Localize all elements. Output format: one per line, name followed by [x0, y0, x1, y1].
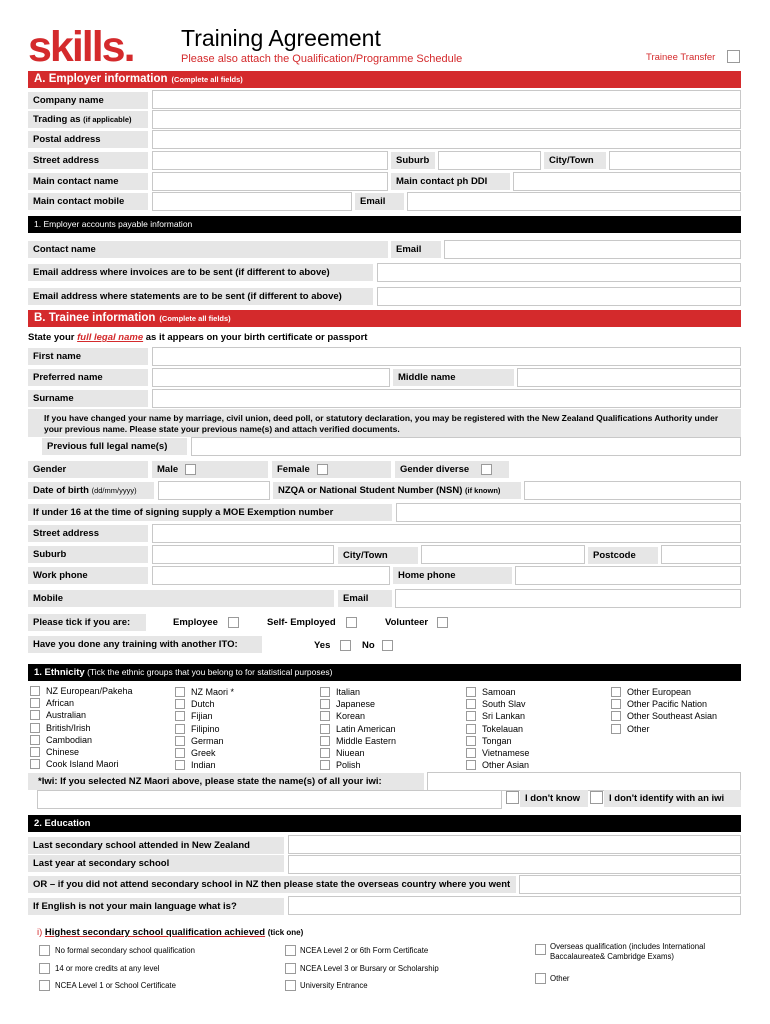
- main-contact-label: Main contact name: [28, 173, 148, 190]
- trainee-suburb-label: Suburb: [28, 546, 148, 563]
- ethnicity-col-1: [30, 685, 133, 770]
- gender-diverse-checkbox[interactable]: [481, 464, 492, 475]
- ethnicity-checkbox[interactable]: [175, 748, 185, 758]
- ethnicity-option-label: Greek: [191, 747, 216, 758]
- surname-field[interactable]: [152, 389, 741, 408]
- qual-no-formal-label: No formal secondary school qualification: [55, 946, 195, 955]
- legal-name-instruction: [28, 332, 367, 343]
- nsn-label: [273, 482, 521, 499]
- home-phone-field[interactable]: [515, 566, 741, 585]
- iwi-dont-know-label: I don't know: [520, 790, 588, 807]
- tick-one-note: (tick one): [267, 928, 304, 937]
- highest-title: Highest secondary school qualification achieved: [44, 927, 266, 938]
- ethnicity-option-label: Other European: [627, 687, 692, 697]
- postcode-label: Postcode: [588, 547, 658, 564]
- ethnicity-option-label: Samoan: [482, 687, 516, 697]
- ethnicity-option-label: British/Irish: [46, 722, 91, 733]
- employee-checkbox[interactable]: [228, 617, 239, 628]
- ethnicity-option[interactable]: [175, 759, 234, 771]
- iwi-label: *Iwi: If you selected NZ Maori above, please state the name(s) of all your iwi:: [38, 776, 382, 787]
- ethnicity-option-label: Tongan: [482, 735, 512, 746]
- moe-field[interactable]: [396, 503, 741, 522]
- legal-name-link: full legal name: [77, 332, 144, 343]
- ethnicity-option-label: Dutch: [191, 699, 215, 710]
- street-address-label: Street address: [28, 152, 148, 169]
- gender-label: Gender: [28, 461, 148, 478]
- yes-checkbox[interactable]: [340, 640, 351, 651]
- legal-name-post: as it appears on your birth certificate or passport: [143, 332, 368, 343]
- highest-prefix: i): [37, 927, 45, 938]
- work-phone-label: Work phone: [28, 567, 148, 584]
- ethnicity-option[interactable]: [175, 735, 234, 747]
- ethnicity-option-label: Latin American: [336, 723, 396, 734]
- section-b-note: (Complete all fields): [159, 314, 231, 323]
- ethnicity-option[interactable]: [320, 747, 396, 759]
- ethnicity-col-2: [175, 686, 234, 771]
- ethnicity-checkbox[interactable]: [30, 686, 40, 696]
- ethnicity-checkbox[interactable]: [466, 699, 476, 709]
- work-phone-field[interactable]: [152, 566, 390, 585]
- ethnicity-option[interactable]: [320, 710, 396, 722]
- nsn-note: (if known): [465, 486, 501, 495]
- trainee-transfer-label: Trainee Transfer: [646, 52, 716, 63]
- page-title: Training Agreement: [181, 25, 381, 51]
- main-contact-field[interactable]: [152, 172, 388, 191]
- ethnicity-checkbox[interactable]: [320, 711, 330, 721]
- ethnicity-checkbox[interactable]: [175, 760, 185, 770]
- ethnicity-option[interactable]: [30, 758, 133, 770]
- ethnicity-option-label: NZ European/Pakeha: [46, 686, 133, 696]
- skills-logo: skills.: [28, 23, 134, 71]
- suburb-label: Suburb: [391, 152, 435, 169]
- ethnicity-option[interactable]: [175, 747, 234, 759]
- postal-address-label: Postal address: [28, 131, 148, 148]
- home-phone-label: Home phone: [393, 567, 512, 584]
- ethnicity-option-label: Cook Island Maori: [46, 759, 119, 770]
- suburb-field[interactable]: [438, 151, 541, 170]
- ethnicity-option[interactable]: [30, 746, 133, 758]
- main-contact-phone-field[interactable]: [513, 172, 741, 191]
- postal-address-field[interactable]: [152, 130, 741, 149]
- qual-ncea3-label: NCEA Level 3 or Bursary or Scholarship: [300, 964, 439, 973]
- trading-as-field[interactable]: [152, 110, 741, 129]
- education-header: [28, 815, 741, 832]
- ethnicity-option-label: Japanese: [336, 699, 376, 710]
- ethnicity-option-label: Chinese: [46, 746, 80, 757]
- ethnicity-checkbox[interactable]: [466, 687, 476, 697]
- ethnicity-option-label: Italian: [336, 687, 361, 697]
- ethnicity-checkbox[interactable]: [466, 760, 476, 770]
- qual-ncea1-label: NCEA Level 1 or School Certificate: [55, 981, 176, 990]
- trainee-transfer-checkbox[interactable]: [727, 50, 740, 63]
- qual-ncea3-checkbox[interactable]: [285, 963, 296, 974]
- ethnicity-checkbox[interactable]: [30, 710, 40, 720]
- ethnicity-option-label: Fijian: [191, 711, 213, 722]
- main-language-label: If English is not your main language what is?: [28, 898, 284, 915]
- qual-ncea1-checkbox[interactable]: [39, 980, 50, 991]
- qual-14-credits-checkbox[interactable]: [39, 963, 50, 974]
- qual-no-formal-checkbox[interactable]: [39, 945, 50, 956]
- qual-other-label: Other: [550, 974, 570, 983]
- diverse-label: Gender diverse: [400, 464, 470, 475]
- trainee-city-field[interactable]: [421, 545, 585, 564]
- ethnicity-option[interactable]: [320, 686, 396, 698]
- ethnicity-option-label: Vietnamese: [482, 747, 530, 758]
- ethnicity-col-5: [611, 686, 717, 735]
- ethnicity-checkbox[interactable]: [30, 759, 40, 769]
- ethnicity-option-label: NZ Maori *: [191, 687, 235, 697]
- accounts-header: 1. Employer accounts payable information: [28, 216, 741, 233]
- ethnicity-option-label: South Slav: [482, 699, 526, 710]
- male-label: Male: [157, 464, 179, 475]
- surname-label: Surname: [28, 390, 148, 407]
- dob-field[interactable]: [158, 481, 270, 500]
- other-ito-label: Have you done any training with another ITO:: [28, 636, 262, 653]
- ethnicity-option-label: Australian: [46, 710, 87, 721]
- mobile-label: Mobile: [28, 590, 334, 607]
- no-label: No: [362, 640, 375, 651]
- trading-as-text: Trading as: [33, 114, 81, 125]
- dob-label: [28, 482, 154, 499]
- ethnicity-option[interactable]: [466, 686, 529, 698]
- ethnicity-header: [28, 664, 741, 681]
- ethnicity-checkbox[interactable]: [466, 711, 476, 721]
- street-address-field[interactable]: [152, 151, 388, 170]
- ethnicity-option[interactable]: [466, 710, 529, 722]
- email-field[interactable]: [407, 192, 741, 211]
- accounts-contact-label: Contact name: [28, 241, 388, 258]
- ethnicity-checkbox[interactable]: [30, 723, 40, 733]
- ethnicity-checkbox[interactable]: [320, 760, 330, 770]
- name-change-note: If you have changed your name by marriage, civil union, deed poll, or statutory declaration, you may be registered with the New Zealand Qualifications Authority under your previous name. Please state your previous name(s) and attach verified documents.: [28, 409, 741, 437]
- ethnicity-option[interactable]: [175, 686, 234, 698]
- main-language-field[interactable]: [288, 896, 741, 915]
- company-name-field[interactable]: [152, 90, 741, 109]
- ethnicity-option-label: Indian: [191, 760, 216, 771]
- ethnicity-checkbox[interactable]: [611, 711, 621, 721]
- ethnicity-option-label: Sri Lankan: [482, 711, 526, 722]
- ethnicity-note: (Tick the ethnic groups that you belong to for statistical purposes): [87, 667, 333, 677]
- page-subtitle: Please also attach the Qualification/Programme Schedule: [181, 53, 463, 65]
- ethnicity-option-label: Filipino: [191, 723, 220, 734]
- trainee-email-label: Email: [338, 590, 392, 607]
- statements-email-field[interactable]: [377, 287, 741, 306]
- ethnicity-checkbox[interactable]: [175, 724, 185, 734]
- section-a-header: [28, 71, 741, 88]
- ethnicity-checkbox[interactable]: [175, 711, 185, 721]
- qual-overseas-label: Overseas qualification (includes International Baccalaureate& Cambridge Exams): [550, 942, 706, 961]
- invoices-email-label: Email address where invoices are to be sent (if different to above): [28, 264, 373, 281]
- last-school-field[interactable]: [288, 835, 741, 854]
- first-name-field[interactable]: [152, 347, 741, 366]
- ethnicity-checkbox[interactable]: [611, 699, 621, 709]
- ethnicity-checkbox[interactable]: [466, 724, 476, 734]
- previous-name-field[interactable]: [191, 437, 741, 456]
- dob-text: Date of birth: [33, 485, 89, 496]
- ethnicity-option[interactable]: [30, 697, 133, 709]
- qual-ue-checkbox[interactable]: [285, 980, 296, 991]
- ethnicity-option-label: Other Asian: [482, 760, 530, 771]
- ethnicity-option[interactable]: [466, 747, 529, 759]
- middle-name-field[interactable]: [517, 368, 741, 387]
- ethnicity-option-label: Other Pacific Nation: [627, 699, 708, 710]
- employee-label: Employee: [173, 617, 218, 628]
- middle-name-label: Middle name: [393, 369, 514, 386]
- ethnicity-option[interactable]: [30, 722, 133, 734]
- gender-female-option: [272, 461, 391, 478]
- qual-ncea2-checkbox[interactable]: [285, 945, 296, 956]
- previous-name-label: Previous full legal name(s): [42, 438, 187, 455]
- self-employed-label: Self- Employed: [267, 617, 336, 628]
- ethnicity-option[interactable]: [175, 698, 234, 710]
- gender-male-option: [152, 461, 268, 478]
- ethnicity-option-label: Other: [627, 723, 650, 734]
- ethnicity-option-label: African: [46, 698, 75, 709]
- qual-other-checkbox[interactable]: [535, 973, 546, 984]
- dob-format: (dd/mm/yyyy): [91, 486, 137, 495]
- education-title: 2. Education: [34, 818, 91, 829]
- invoices-email-field[interactable]: [377, 263, 741, 282]
- qual-overseas-checkbox[interactable]: [535, 944, 546, 955]
- iwi-name-field-2[interactable]: [37, 790, 502, 809]
- ethnicity-option-label: Other Southeast Asian: [627, 711, 718, 722]
- preferred-name-field[interactable]: [152, 368, 390, 387]
- ethnicity-option[interactable]: [320, 723, 396, 735]
- section-b-header: [28, 310, 741, 327]
- ethnicity-option-label: Polish: [336, 760, 361, 771]
- no-checkbox[interactable]: [382, 640, 393, 651]
- ethnicity-checkbox[interactable]: [466, 736, 476, 746]
- ethnicity-option[interactable]: [466, 723, 529, 735]
- first-name-label: First name: [28, 348, 148, 365]
- volunteer-checkbox[interactable]: [437, 617, 448, 628]
- statements-email-label: Email address where statements are to be sent (if different to above): [28, 288, 373, 305]
- trainee-email-field[interactable]: [395, 589, 741, 608]
- ethnicity-option[interactable]: [320, 698, 396, 710]
- ethnicity-checkbox[interactable]: [175, 687, 185, 697]
- email-label: Email: [355, 193, 404, 210]
- ethnicity-option[interactable]: [611, 710, 717, 722]
- overseas-school-label: OR – if you did not attend secondary school in NZ then please state the overseas country where you went: [28, 876, 516, 893]
- ethnicity-option[interactable]: [611, 698, 717, 710]
- trainee-city-label: City/Town: [338, 547, 418, 564]
- last-year-label: Last year at secondary school: [28, 855, 284, 872]
- qual-14-credits-label: 14 or more credits at any level: [55, 964, 160, 973]
- qual-ncea2-label: NCEA Level 2 or 6th Form Certificate: [300, 946, 429, 955]
- section-a-title: A. Employer information: [34, 73, 168, 85]
- postcode-field[interactable]: [661, 545, 741, 564]
- yes-label: Yes: [314, 640, 331, 651]
- ethnicity-option[interactable]: [30, 734, 133, 746]
- trainee-suburb-field[interactable]: [152, 545, 334, 564]
- qual-ue-label: University Entrance: [300, 981, 368, 990]
- ethnicity-checkbox[interactable]: [320, 724, 330, 734]
- volunteer-label: Volunteer: [385, 617, 429, 628]
- nsn-text: NZQA or National Student Number (NSN): [278, 485, 463, 496]
- nsn-field[interactable]: [524, 481, 741, 500]
- iwi-dont-know-checkbox[interactable]: [506, 791, 519, 804]
- trainee-street-field[interactable]: [152, 524, 741, 543]
- male-checkbox[interactable]: [185, 464, 196, 475]
- ethnicity-option[interactable]: [320, 735, 396, 747]
- section-a-note: (Complete all fields): [171, 75, 243, 84]
- ethnicity-option[interactable]: [466, 698, 529, 710]
- ethnicity-title: 1. Ethnicity: [34, 667, 85, 678]
- ethnicity-option[interactable]: [30, 685, 133, 697]
- ethnicity-checkbox[interactable]: [611, 687, 621, 697]
- ethnicity-option-label: Cambodian: [46, 734, 93, 745]
- highest-qualification-heading: [37, 927, 303, 938]
- ethnicity-option[interactable]: [175, 723, 234, 735]
- ethnicity-option[interactable]: [611, 686, 717, 698]
- last-year-field[interactable]: [288, 855, 741, 874]
- ethnicity-checkbox[interactable]: [320, 736, 330, 746]
- ethnicity-option-label: Tokelauan: [482, 723, 524, 734]
- iwi-dont-identify-checkbox[interactable]: [590, 791, 603, 804]
- iwi-name-field-1[interactable]: [427, 772, 741, 791]
- ethnicity-checkbox[interactable]: [320, 748, 330, 758]
- female-label: Female: [277, 464, 310, 475]
- ethnicity-option[interactable]: [320, 759, 396, 771]
- ethnicity-col-4: [466, 686, 529, 771]
- ethnicity-checkbox[interactable]: [175, 699, 185, 709]
- trainee-street-label: Street address: [28, 525, 148, 542]
- main-contact-mobile-label: Main contact mobile: [28, 193, 148, 210]
- legal-name-pre: State your: [28, 332, 78, 343]
- ethnicity-option[interactable]: [611, 723, 717, 735]
- ethnicity-option-label: Korean: [336, 711, 366, 722]
- trading-as-note: (if applicable): [83, 115, 132, 124]
- ethnicity-checkbox[interactable]: [320, 699, 330, 709]
- ethnicity-option[interactable]: [466, 735, 529, 747]
- ethnicity-option-label: Middle Eastern: [336, 735, 397, 746]
- overseas-school-field[interactable]: [519, 875, 741, 894]
- self-employed-checkbox[interactable]: [346, 617, 357, 628]
- ethnicity-option-label: German: [191, 735, 224, 746]
- ethnicity-checkbox[interactable]: [30, 698, 40, 708]
- ethnicity-checkbox[interactable]: [175, 736, 185, 746]
- ethnicity-checkbox[interactable]: [30, 747, 40, 757]
- city-field[interactable]: [609, 151, 741, 170]
- last-school-label: Last secondary school attended in New Zealand: [28, 837, 284, 854]
- city-label: City/Town: [544, 152, 606, 169]
- accounts-email-label: Email: [391, 241, 441, 258]
- female-checkbox[interactable]: [317, 464, 328, 475]
- section-b-title: B. Trainee information: [34, 312, 156, 324]
- ethnicity-option-label: Niuean: [336, 747, 365, 758]
- preferred-name-label: Preferred name: [28, 369, 148, 386]
- main-contact-mobile-field[interactable]: [152, 192, 352, 211]
- ethnicity-option[interactable]: [466, 759, 529, 771]
- company-name-label: Company name: [28, 92, 148, 109]
- iwi-dont-identify-label: I don't identify with an iwi: [604, 790, 741, 807]
- trading-as-label: [28, 111, 148, 128]
- ethnicity-checkbox[interactable]: [466, 748, 476, 758]
- accounts-email-field[interactable]: [444, 240, 741, 259]
- main-contact-phone-label: Main contact ph DDI: [391, 173, 510, 190]
- ethnicity-option[interactable]: [30, 709, 133, 721]
- tick-if-label: Please tick if you are:: [28, 614, 146, 631]
- ethnicity-checkbox[interactable]: [611, 724, 621, 734]
- ethnicity-checkbox[interactable]: [30, 735, 40, 745]
- ethnicity-option[interactable]: [175, 710, 234, 722]
- ethnicity-col-3: [320, 686, 396, 771]
- ethnicity-checkbox[interactable]: [320, 687, 330, 697]
- moe-label: If under 16 at the time of signing supply a MOE Exemption number: [28, 504, 392, 521]
